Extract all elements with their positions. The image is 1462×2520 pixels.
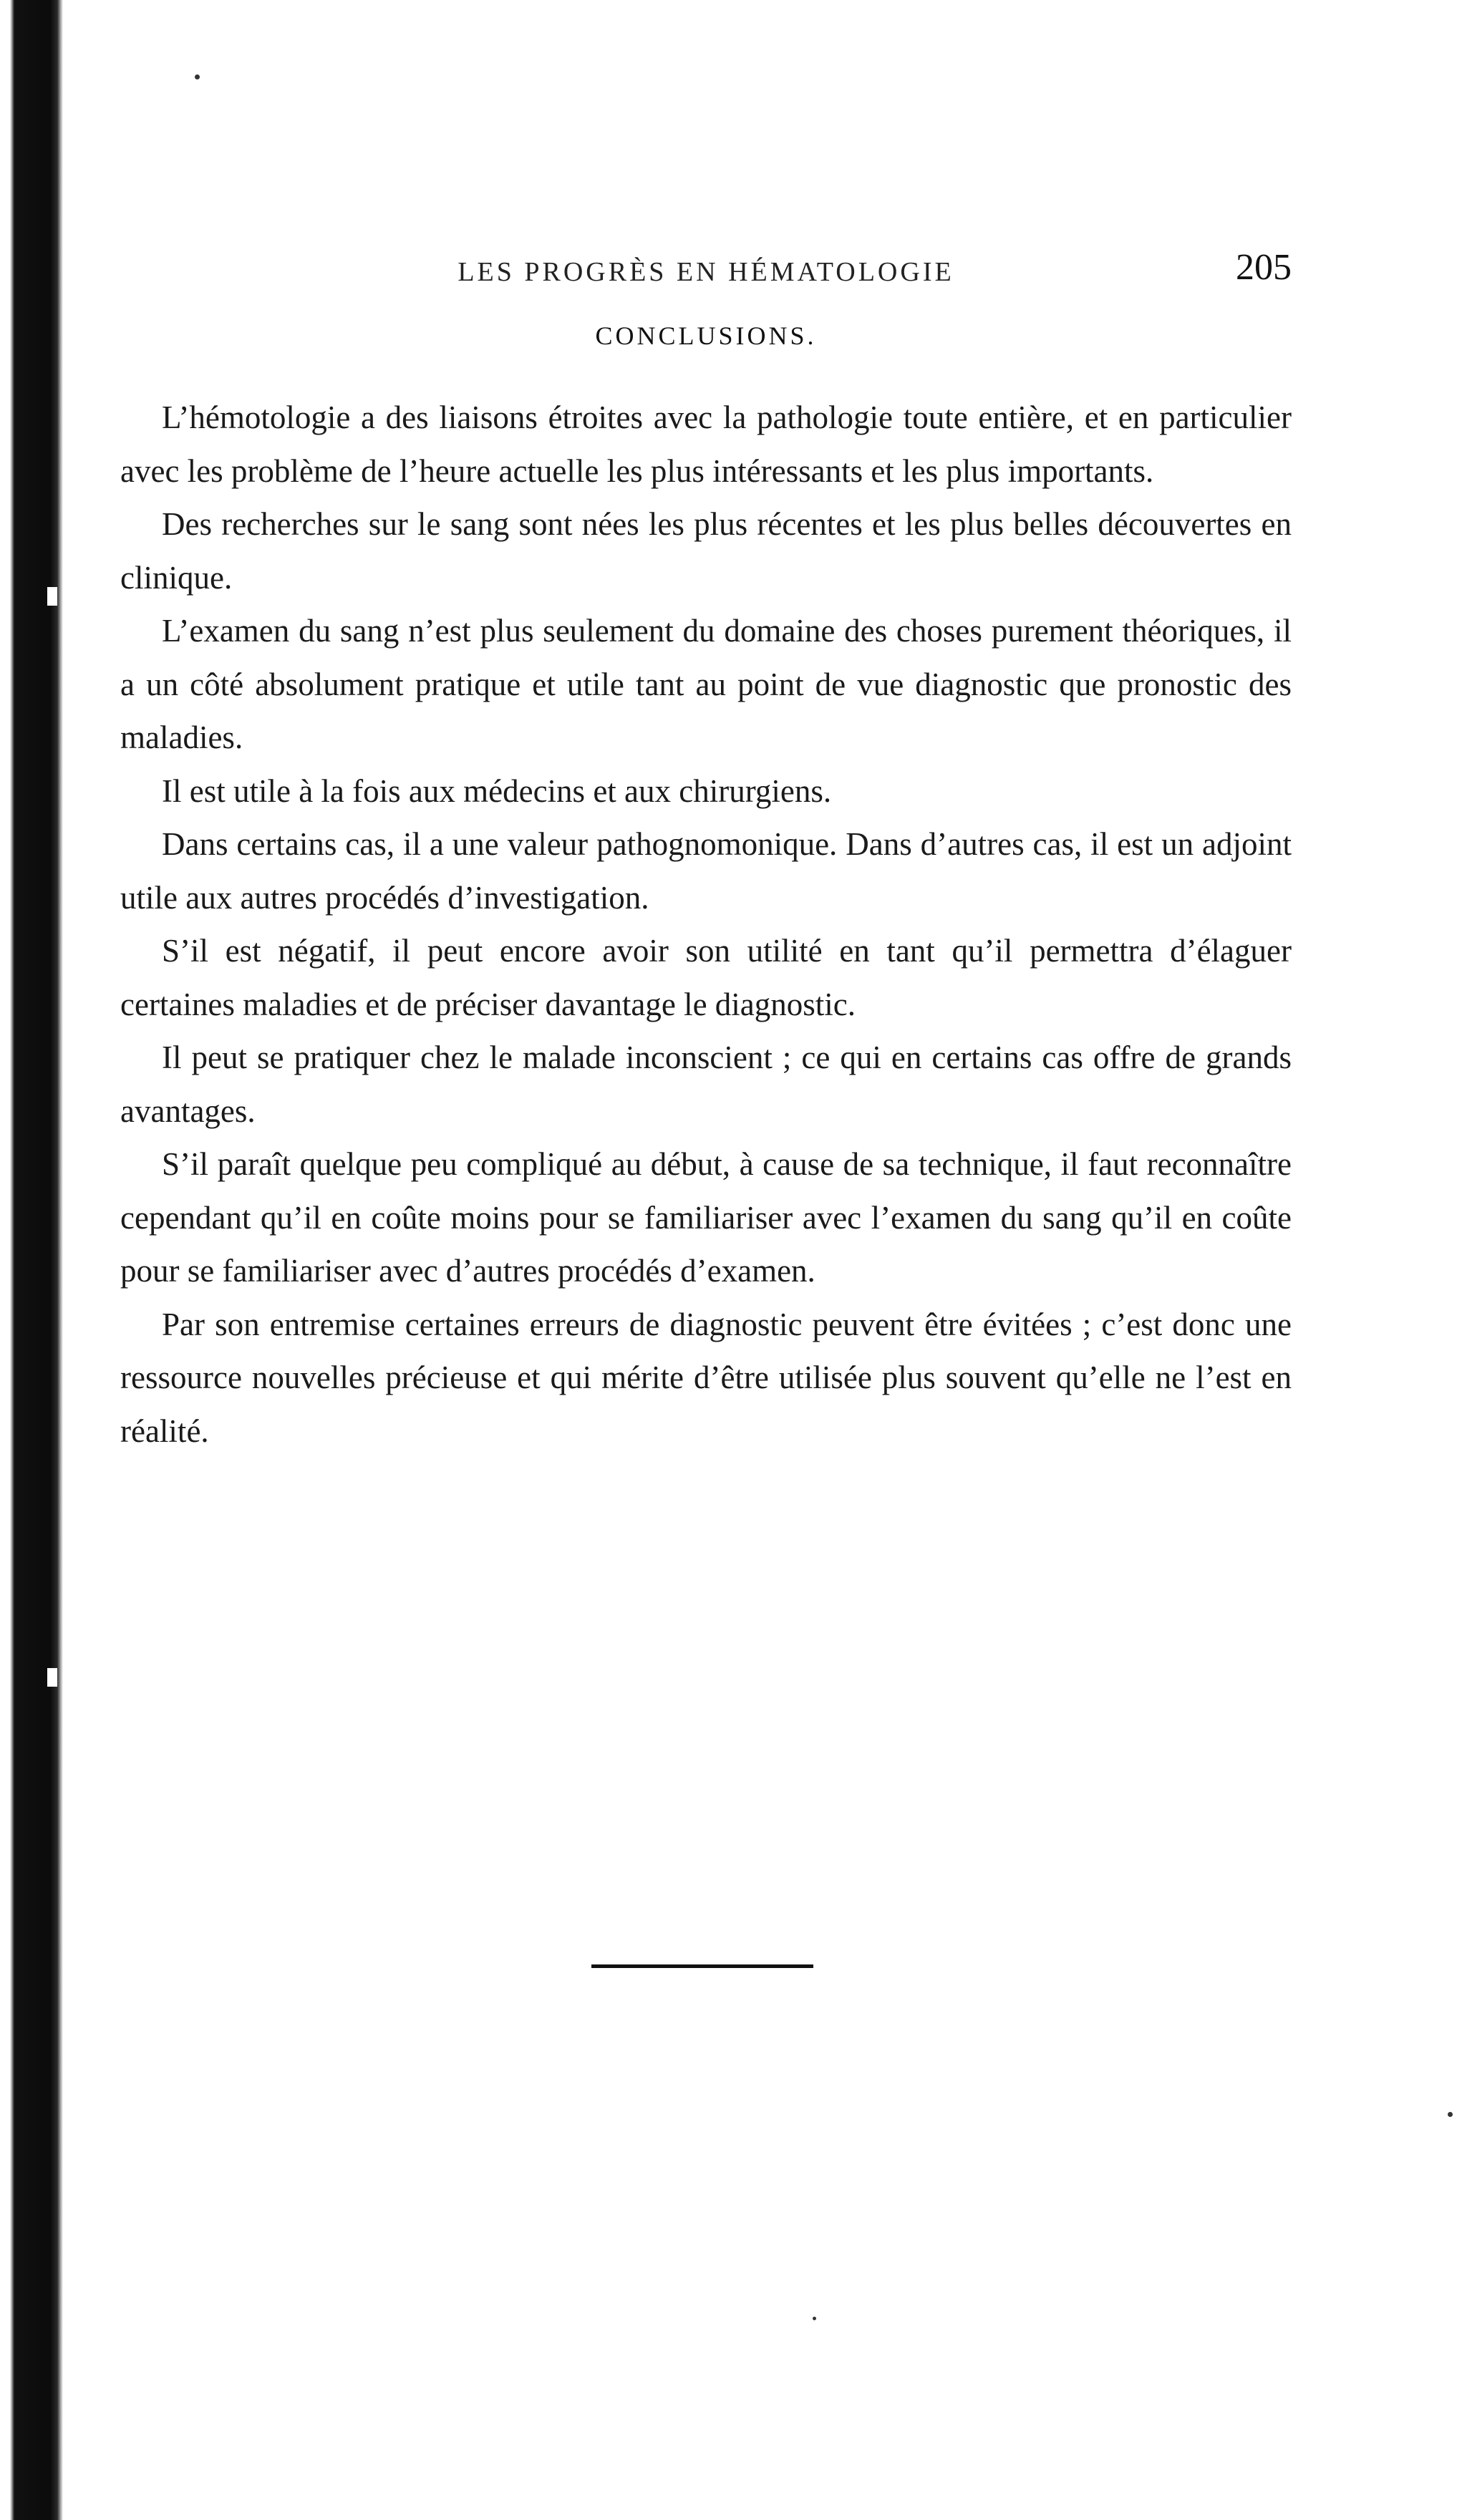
paragraph: L’hémotologie a des liaisons étroites avec la pathologie toute entière, et en particulier avec les problème de l’heure actuelle les plus intéressants et les plus importants. xyxy=(120,399,1292,489)
closing-rule xyxy=(591,1964,813,1968)
paragraph: Dans certains cas, il a une valeur pathognomonique. Dans d’autres cas, il est un adjoint utile aux autres procédés d’investigation. xyxy=(120,826,1292,916)
page-number: 205 xyxy=(1236,247,1292,288)
scan-speck xyxy=(813,2317,816,2320)
paragraph: S’il est négatif, il peut encore avoir son utilité en tant qu’il permettra d’élaguer certaines maladies et de préciser davantage le diagnostic. xyxy=(120,933,1292,1022)
paragraph: Des recherches sur le sang sont nées les plus récentes et les plus belles découvertes en clinique. xyxy=(120,506,1292,596)
scan-speck xyxy=(195,74,200,79)
scan-speck xyxy=(1448,2112,1453,2117)
paragraph: Par son entremise certaines erreurs de diagnostic peuvent être évitées ; c’est donc une ressource nouvelles précieuse et qui mérite d’être utilisée plus souvent qu’elle ne l’est en réalité. xyxy=(120,1306,1292,1449)
book-page xyxy=(120,243,1292,1458)
binding-notch xyxy=(47,1668,57,1687)
binding-notch xyxy=(47,587,57,606)
paragraph: Il peut se pratiquer chez le malade inconscient ; ce qui en certains cas offre de grands avantages. xyxy=(120,1040,1292,1129)
paragraph: Il est utile à la fois aux médecins et aux chirurgiens. xyxy=(162,772,832,809)
page-binding-edge xyxy=(0,0,63,2520)
running-title: LES PROGRÈS EN HÉMATOLOGIE xyxy=(458,257,954,287)
paragraph: S’il paraît quelque peu compliqué au début, à cause de sa technique, il faut reconnaître cependant qu’il en coûte moins pour se familiariser avec l’examen du sang qu’il en coûte pour se familiariser avec d’autres procédés d’examen. xyxy=(120,1146,1292,1289)
section-heading: CONCLUSIONS. xyxy=(595,321,817,350)
body-text xyxy=(120,391,1292,1458)
paragraph: L’examen du sang n’est plus seulement du domaine des choses purement théoriques, il a un côté absolument pratique et utile tant au point de vue diagnostic que pronostic des maladies. xyxy=(120,613,1292,755)
running-head xyxy=(120,243,1292,301)
